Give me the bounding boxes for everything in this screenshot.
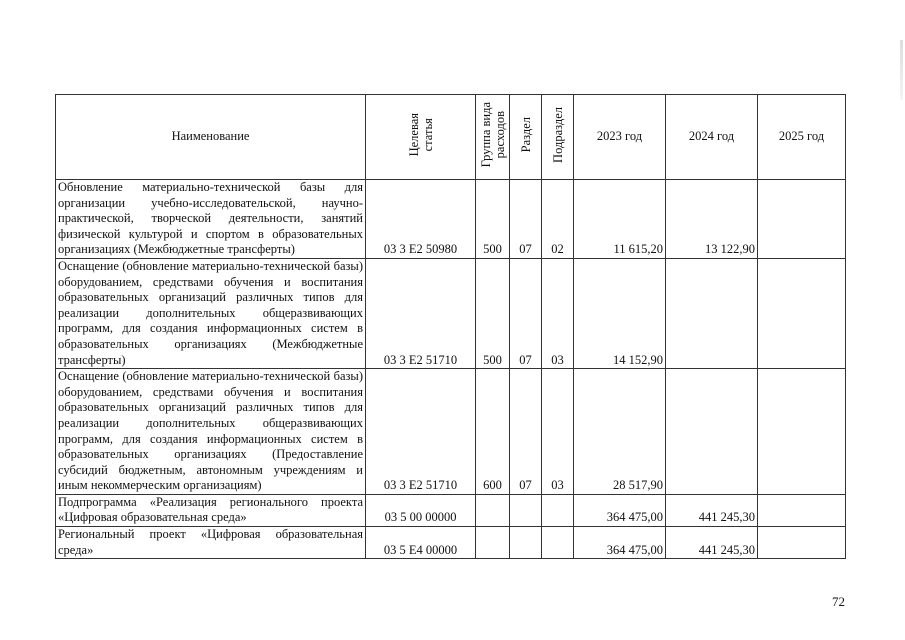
cell-group [476,527,510,559]
cell-name: Региональный проект «Цифровая образовательная среда» [56,527,366,559]
cell-target: 03 5 E4 00000 [366,527,476,559]
cell-y2023: 364 475,00 [574,527,666,559]
table-row [56,180,846,259]
header-section [510,95,542,180]
header-2023: 2023 год [574,95,666,180]
cell-subsection [542,494,574,526]
cell-name: Оснащение (обновление материально-технической базы) оборудованием, средствами обучения и воспитания образовательных организаций различных типов для реализации дополнительных общеразвивающих программ, для создания информационных систем в образовательных организациях (Межбюджетные трансферты) [56,258,366,368]
cell-group: 500 [476,180,510,259]
scan-edge-mark [900,40,903,100]
cell-section [510,527,542,559]
cell-subsection: 03 [542,258,574,368]
cell-y2024: 13 122,90 [666,180,758,259]
cell-name: Оснащение (обновление материально-технической базы) оборудованием, средствами обучения и воспитания образовательных организаций различных типов для реализации дополнительных общеразвивающих программ, для создания информационных систем в образовательных организациях (Предоставление субсидий бюджетным, автономным учреждениям и иным некоммерческим организациям) [56,369,366,495]
cell-subsection: 03 [542,369,574,495]
cell-name: Подпрограмма «Реализация регионального проекта «Цифровая образовательная среда» [56,494,366,526]
header-name: Наименование [56,95,366,180]
cell-y2023: 28 517,90 [574,369,666,495]
cell-group: 600 [476,369,510,495]
header-target-label: Целевая статья [406,113,435,157]
cell-y2024: 441 245,30 [666,527,758,559]
cell-y2025 [758,527,846,559]
cell-group: 500 [476,258,510,368]
cell-y2025 [758,180,846,259]
cell-y2024 [666,369,758,495]
table-row [56,258,846,368]
cell-subsection [542,527,574,559]
cell-y2025 [758,369,846,495]
table-header-row [56,95,846,180]
cell-target: 03 5 00 00000 [366,494,476,526]
cell-section: 07 [510,258,542,368]
cell-y2025 [758,494,846,526]
table-body [56,180,846,559]
header-group [476,95,510,180]
cell-target: 03 3 E2 51710 [366,369,476,495]
cell-target: 03 3 E2 51710 [366,258,476,368]
cell-y2023: 11 615,20 [574,180,666,259]
budget-table [55,94,846,559]
cell-y2023: 14 152,90 [574,258,666,368]
header-2025: 2025 год [758,95,846,180]
header-subsection [542,95,574,180]
header-2024: 2024 год [666,95,758,180]
cell-y2023: 364 475,00 [574,494,666,526]
header-target [366,95,476,180]
table-row [56,369,846,495]
cell-group [476,494,510,526]
table-row [56,527,846,559]
cell-section [510,494,542,526]
page-number: 72 [832,594,845,609]
cell-subsection: 02 [542,180,574,259]
cell-section: 07 [510,180,542,259]
header-group-label: Группа вида расходов [478,102,507,168]
header-section-label: Раздел [518,117,533,153]
header-subsection-label: Подраздел [550,106,565,163]
cell-name: Обновление материально-технической базы для организации учебно-исследовательской, научно-практической, творческой деятельности, занятий физической культурой и спортом в образовательных организациях (Межбюджетные трансферты) [56,180,366,259]
cell-y2024 [666,258,758,368]
cell-target: 03 3 E2 50980 [366,180,476,259]
table-row [56,494,846,526]
cell-section: 07 [510,369,542,495]
cell-y2024: 441 245,30 [666,494,758,526]
cell-y2025 [758,258,846,368]
